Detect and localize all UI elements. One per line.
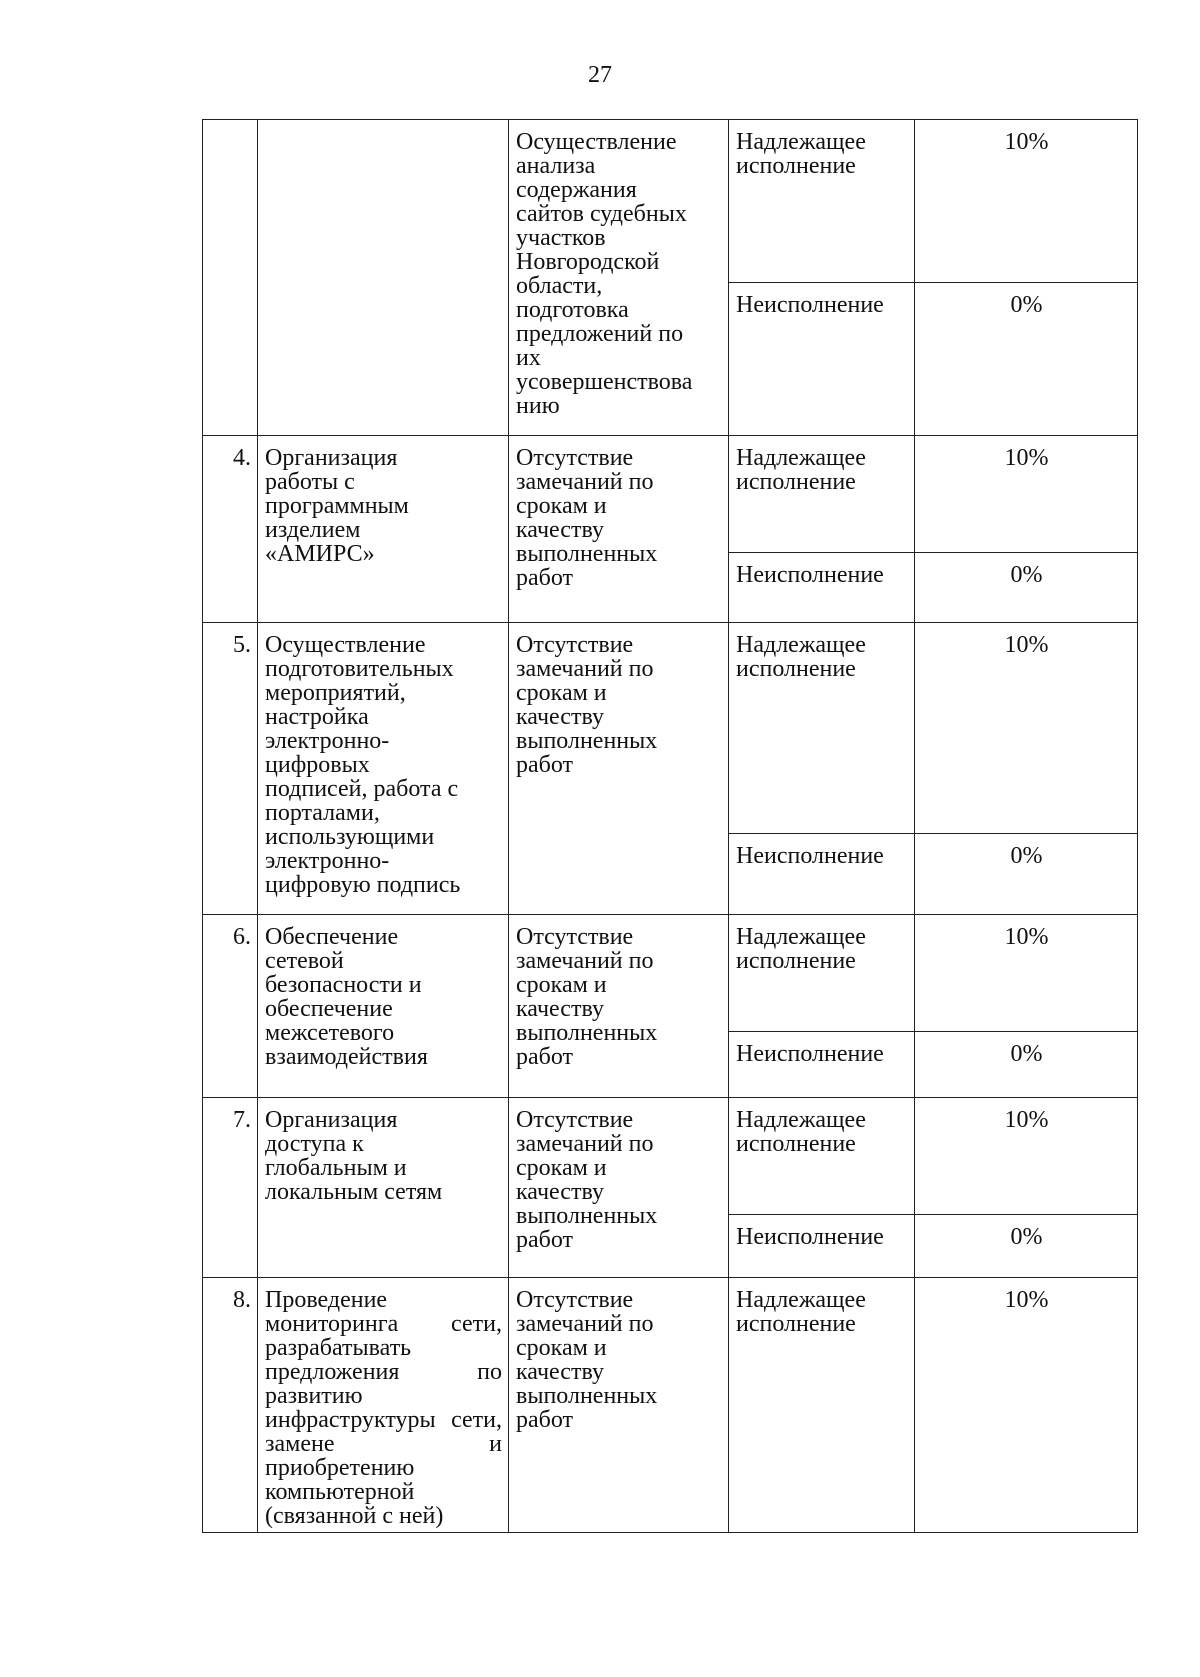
- row-number: [203, 120, 258, 436]
- status-bad-cell: Неисполнение: [729, 834, 915, 915]
- status-bad-cell: Неисполнение: [729, 283, 915, 436]
- indicator-cell: Осуществление анализа содержания сайтов судебных участков Новгородской области, подготовка предложений по их усовершенствова нию: [509, 120, 729, 436]
- row-number: 7.: [203, 1098, 258, 1278]
- row-number: 6.: [203, 915, 258, 1098]
- activity-cell: Организация работы с программным изделием «АМИРС»: [258, 436, 509, 623]
- row-number: 4.: [203, 436, 258, 623]
- indicator-cell: Отсутствие замечаний по срокам и качеству выполненных работ: [509, 1278, 729, 1533]
- page-number: 27: [588, 62, 612, 88]
- table-row: [203, 623, 1138, 834]
- value-good-cell: 10%: [915, 1278, 1138, 1533]
- activity-cell: Организация доступа к глобальным и локальным сетям: [258, 1098, 509, 1278]
- status-good-cell: Надлежащее исполнение: [729, 623, 915, 834]
- row-number: 8.: [203, 1278, 258, 1533]
- value-bad-cell: 0%: [915, 1215, 1138, 1278]
- criteria-table: [202, 119, 1138, 1533]
- status-good-cell: Надлежащее исполнение: [729, 915, 915, 1032]
- indicator-cell: Отсутствие замечаний по срокам и качеству выполненных работ: [509, 915, 729, 1098]
- table-row: [203, 120, 1138, 283]
- table-row: [203, 1278, 1138, 1533]
- value-good-cell: 10%: [915, 1098, 1138, 1215]
- value-bad-cell: 0%: [915, 1032, 1138, 1098]
- value-bad-cell: 0%: [915, 553, 1138, 623]
- status-good-cell: Надлежащее исполнение: [729, 1098, 915, 1215]
- value-bad-cell: 0%: [915, 834, 1138, 915]
- activity-cell: Обеспечение сетевой безопасности и обеспечение межсетевого взаимодействия: [258, 915, 509, 1098]
- value-good-cell: 10%: [915, 120, 1138, 283]
- indicator-cell: Отсутствие замечаний по срокам и качеству выполненных работ: [509, 1098, 729, 1278]
- table-row: [203, 1098, 1138, 1215]
- status-bad-cell: Неисполнение: [729, 1032, 915, 1098]
- table-row: [203, 436, 1138, 553]
- status-good-cell: Надлежащее исполнение: [729, 120, 915, 283]
- value-good-cell: 10%: [915, 623, 1138, 834]
- value-good-cell: 10%: [915, 915, 1138, 1032]
- status-good-cell: Надлежащее исполнение: [729, 436, 915, 553]
- activity-cell: Осуществление подготовительных мероприятий, настройка электронно- цифровых подписей, работа с порталами, использующими электронно- цифровую подпись: [258, 623, 509, 915]
- value-good-cell: 10%: [915, 436, 1138, 553]
- activity-cell: Проведение мониторинга сети, разрабатывать предложения по развитию инфраструктуры сети, замене и приобретению компьютерной (связанной с ней): [258, 1278, 509, 1533]
- status-bad-cell: Неисполнение: [729, 553, 915, 623]
- indicator-cell: Отсутствие замечаний по срокам и качеству выполненных работ: [509, 623, 729, 915]
- value-bad-cell: 0%: [915, 283, 1138, 436]
- table-row: [203, 915, 1138, 1032]
- status-good-cell: Надлежащее исполнение: [729, 1278, 915, 1533]
- status-bad-cell: Неисполнение: [729, 1215, 915, 1278]
- activity-cell: [258, 120, 509, 436]
- indicator-cell: Отсутствие замечаний по срокам и качеству выполненных работ: [509, 436, 729, 623]
- row-number: 5.: [203, 623, 258, 915]
